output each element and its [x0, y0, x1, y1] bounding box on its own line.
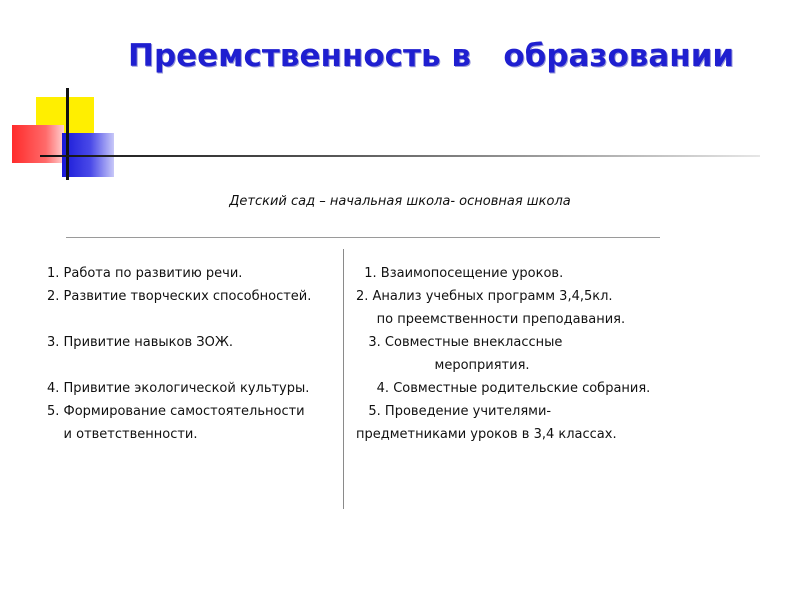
- slide-title: Преемственность в образовании: [128, 38, 735, 74]
- list-item: по преемственности преподавания.: [356, 312, 626, 327]
- list-item: 2. Анализ учебных программ 3,4,5кл.: [356, 289, 613, 304]
- list-item: 3. Совместные внеклассные: [356, 335, 563, 350]
- list-item: [47, 354, 311, 377]
- decorative-red-square: [12, 125, 64, 163]
- list-item: 3. Привитие навыков ЗОЖ.: [47, 335, 233, 350]
- list-item: 4. Совместные родительские собрания.: [356, 381, 651, 396]
- list-item: 5. Проведение учителями-: [356, 404, 552, 419]
- list-item: 1. Работа по развитию речи.: [47, 266, 243, 281]
- list-item: [47, 308, 311, 331]
- list-item: 2. Развитие творческих способностей.: [47, 289, 312, 304]
- left-column-list: [47, 262, 311, 446]
- subtitle-rule: [66, 237, 660, 238]
- list-item: 4. Привитие экологической культуры.: [47, 381, 310, 396]
- list-item: мероприятия.: [356, 358, 530, 373]
- list-item: 1. Взаимопосещение уроков.: [356, 266, 564, 281]
- decorative-vertical-line: [66, 88, 69, 180]
- list-item: и ответственности.: [47, 427, 198, 442]
- list-item: предметниками уроков в 3,4 классах.: [356, 427, 617, 442]
- title-underline: [40, 155, 760, 157]
- right-column-list: [356, 262, 650, 446]
- slide-subtitle: Детский сад – начальная школа- основная школа: [229, 194, 571, 209]
- column-divider: [343, 249, 344, 509]
- list-item: 5. Формирование самостоятельности: [47, 404, 305, 419]
